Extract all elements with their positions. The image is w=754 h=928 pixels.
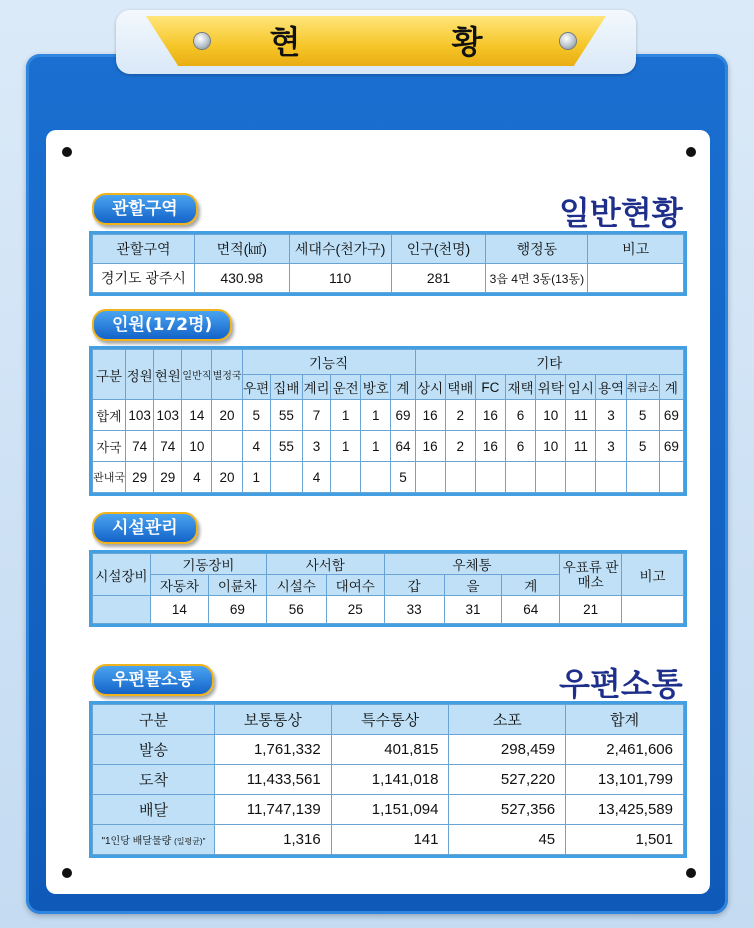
header-cell: 임시	[566, 375, 596, 400]
header-cell: 행정동	[486, 235, 588, 264]
header-group-technical: 기능직	[242, 350, 415, 375]
table-cell	[626, 462, 659, 493]
table-cell: 69	[208, 596, 266, 624]
table-cell: 10	[536, 431, 566, 462]
staff-table	[92, 349, 684, 493]
table-cell: 2	[445, 431, 475, 462]
header-cell: 보통통상	[214, 705, 331, 735]
table-cell: 11,747,139	[214, 795, 331, 825]
table-cell: 2	[445, 400, 475, 431]
table-cell: 11,433,561	[214, 765, 331, 795]
table-row	[93, 795, 684, 825]
rivet-icon	[560, 33, 576, 49]
header-cell: 우편	[242, 375, 270, 400]
section-label-staff: 인원(172명)	[92, 309, 232, 341]
table-cell: 31	[444, 596, 502, 624]
table-cell	[588, 264, 684, 293]
pin-dot	[62, 147, 72, 157]
pin-dot	[686, 868, 696, 878]
table-cell: 13,425,589	[566, 795, 684, 825]
table-cell: 3	[596, 400, 626, 431]
table-cell: 1,761,332	[214, 735, 331, 765]
header-cell: 계	[659, 375, 683, 400]
table-cell: 3	[596, 431, 626, 462]
rivet-icon	[194, 33, 210, 49]
row-header: 합계	[93, 400, 126, 431]
table-cell: 1,151,094	[331, 795, 449, 825]
header-cell: 위탁	[536, 375, 566, 400]
header-cell: 우표류 판매소	[560, 554, 622, 596]
table-cell: 1,501	[566, 825, 684, 855]
table-cell: 1	[331, 400, 361, 431]
table-cell: 10	[536, 400, 566, 431]
header-cell: 재택	[505, 375, 535, 400]
header-cell: 일반직	[182, 350, 212, 400]
table-cell: 103	[126, 400, 154, 431]
table-cell: 430.98	[194, 264, 289, 293]
table-cell: 16	[415, 431, 445, 462]
header-cell: 인구(천명)	[391, 235, 486, 264]
table-row	[93, 431, 684, 462]
table-cell	[659, 462, 683, 493]
table-cell: 7	[302, 400, 330, 431]
table-row	[93, 735, 684, 765]
table-cell	[536, 462, 566, 493]
row-header: 자국	[93, 431, 126, 462]
header-cell: 특수통상	[331, 705, 449, 735]
header-group: 기동장비	[150, 554, 266, 575]
section-label-jurisdiction: 관할구역	[92, 193, 198, 225]
table-cell: 55	[270, 431, 302, 462]
table-cell: 141	[331, 825, 449, 855]
table-cell: 69	[659, 400, 683, 431]
table-cell: 14	[182, 400, 212, 431]
table-cell: 6	[505, 400, 535, 431]
section-title-mail: 우편소통	[559, 665, 683, 703]
header-cell: 방호	[361, 375, 391, 400]
table-cell	[270, 462, 302, 493]
header-cell: 택배	[445, 375, 475, 400]
pin-dot	[686, 147, 696, 157]
table-cell: 6	[505, 431, 535, 462]
table-cell: 74	[126, 431, 154, 462]
table-cell: 10	[182, 431, 212, 462]
table-cell: 5	[626, 431, 659, 462]
header-group: 우체통	[384, 554, 560, 575]
header-cell: 대여수	[326, 575, 384, 596]
table-cell: 110	[289, 264, 391, 293]
table-cell: 11	[566, 431, 596, 462]
table-cell: 401,815	[331, 735, 449, 765]
facility-table	[92, 553, 684, 624]
header-cell: 별정국	[212, 350, 242, 400]
table-cell	[361, 462, 391, 493]
table-cell: 4	[302, 462, 330, 493]
header-group-other: 기타	[415, 350, 683, 375]
mail-table	[92, 704, 684, 855]
table-cell: 64	[502, 596, 560, 624]
header-cell: 비고	[622, 554, 684, 596]
table-cell	[212, 431, 242, 462]
table-cell: 281	[391, 264, 486, 293]
row-header: 시설장비	[93, 554, 151, 596]
table-cell: 29	[126, 462, 154, 493]
header-cell: 이륜차	[208, 575, 266, 596]
table-cell: 4	[242, 431, 270, 462]
table-cell: 20	[212, 462, 242, 493]
table-cell: 16	[475, 400, 505, 431]
header-cell: 갑	[384, 575, 444, 596]
jurisdiction-table	[92, 234, 684, 293]
row-header	[93, 825, 215, 855]
table-cell	[596, 462, 626, 493]
section-label-mail: 우편물소통	[92, 664, 214, 696]
header-cell: 구분	[93, 350, 126, 400]
table-cell	[445, 462, 475, 493]
row-header: 발송	[93, 735, 215, 765]
table-cell: 74	[154, 431, 182, 462]
table-cell: 1	[242, 462, 270, 493]
table-cell: 1	[331, 431, 361, 462]
table-cell: 29	[154, 462, 182, 493]
table-cell	[475, 462, 505, 493]
table-cell: 4	[182, 462, 212, 493]
table-cell: 1	[361, 431, 391, 462]
section-title-general: 일반현황	[559, 194, 683, 232]
header-cell: 면적(㎢)	[194, 235, 289, 264]
header-cell: 정원	[126, 350, 154, 400]
table-cell: 16	[475, 431, 505, 462]
page-title: 현 황	[269, 23, 553, 61]
header-group: 사서함	[266, 554, 384, 575]
table-cell: 298,459	[449, 735, 566, 765]
row-header: 도착	[93, 765, 215, 795]
table-cell: 3	[302, 431, 330, 462]
per-person-label: "1인당 배달물량	[101, 836, 172, 847]
header-cell: 자동차	[150, 575, 208, 596]
table-cell	[331, 462, 361, 493]
table-cell: 527,220	[449, 765, 566, 795]
header-cell: 을	[444, 575, 502, 596]
header-cell: 세대수(천가구)	[289, 235, 391, 264]
table-cell: 64	[391, 431, 415, 462]
table-cell: 1,141,018	[331, 765, 449, 795]
table-cell: 69	[659, 431, 683, 462]
table-cell: 69	[391, 400, 415, 431]
header-cell: FC	[475, 375, 505, 400]
table-row	[93, 462, 684, 493]
table-cell: 5	[626, 400, 659, 431]
row-header-continued	[93, 596, 151, 624]
table-cell: 20	[212, 400, 242, 431]
header-cell: 현원	[154, 350, 182, 400]
table-cell: 25	[326, 596, 384, 624]
table-cell: 55	[270, 400, 302, 431]
table-cell: 56	[266, 596, 326, 624]
header-cell: 관할구역	[93, 235, 195, 264]
per-person-unit: (일평균)"	[174, 837, 206, 846]
section-label-facility: 시설관리	[92, 512, 198, 544]
table-cell: 527,356	[449, 795, 566, 825]
table-cell: 16	[415, 400, 445, 431]
table-cell	[505, 462, 535, 493]
header-cell: 시설수	[266, 575, 326, 596]
header-cell: 상시	[415, 375, 445, 400]
header-cell: 비고	[588, 235, 684, 264]
header-cell: 소포	[449, 705, 566, 735]
header-cell: 운전	[331, 375, 361, 400]
table-cell: 1	[361, 400, 391, 431]
table-cell: 1,316	[214, 825, 331, 855]
header-cell: 합계	[566, 705, 684, 735]
header-cell: 계	[502, 575, 560, 596]
header-cell: 취급소	[626, 375, 659, 400]
table-cell: 103	[154, 400, 182, 431]
table-cell: 14	[150, 596, 208, 624]
header-cell: 구분	[93, 705, 215, 735]
header-cell: 용역	[596, 375, 626, 400]
table-cell: 5	[242, 400, 270, 431]
row-header: 관내국	[93, 462, 126, 493]
table-row	[93, 400, 684, 431]
table-cell: 5	[391, 462, 415, 493]
table-cell: 33	[384, 596, 444, 624]
row-header: 배달	[93, 795, 215, 825]
table-cell: 11	[566, 400, 596, 431]
header-cell: 집배	[270, 375, 302, 400]
header-cell: 계리	[302, 375, 330, 400]
table-cell	[415, 462, 445, 493]
table-cell: 13,101,799	[566, 765, 684, 795]
table-cell	[566, 462, 596, 493]
table-cell: 2,461,606	[566, 735, 684, 765]
table-cell: 3읍 4면 3동(13동)	[486, 264, 588, 293]
header-cell: 계	[391, 375, 415, 400]
table-row	[93, 765, 684, 795]
table-cell: 경기도 광주시	[93, 264, 195, 293]
pin-dot	[62, 868, 72, 878]
table-cell: 45	[449, 825, 566, 855]
table-cell: 21	[560, 596, 622, 624]
table-cell	[622, 596, 684, 624]
